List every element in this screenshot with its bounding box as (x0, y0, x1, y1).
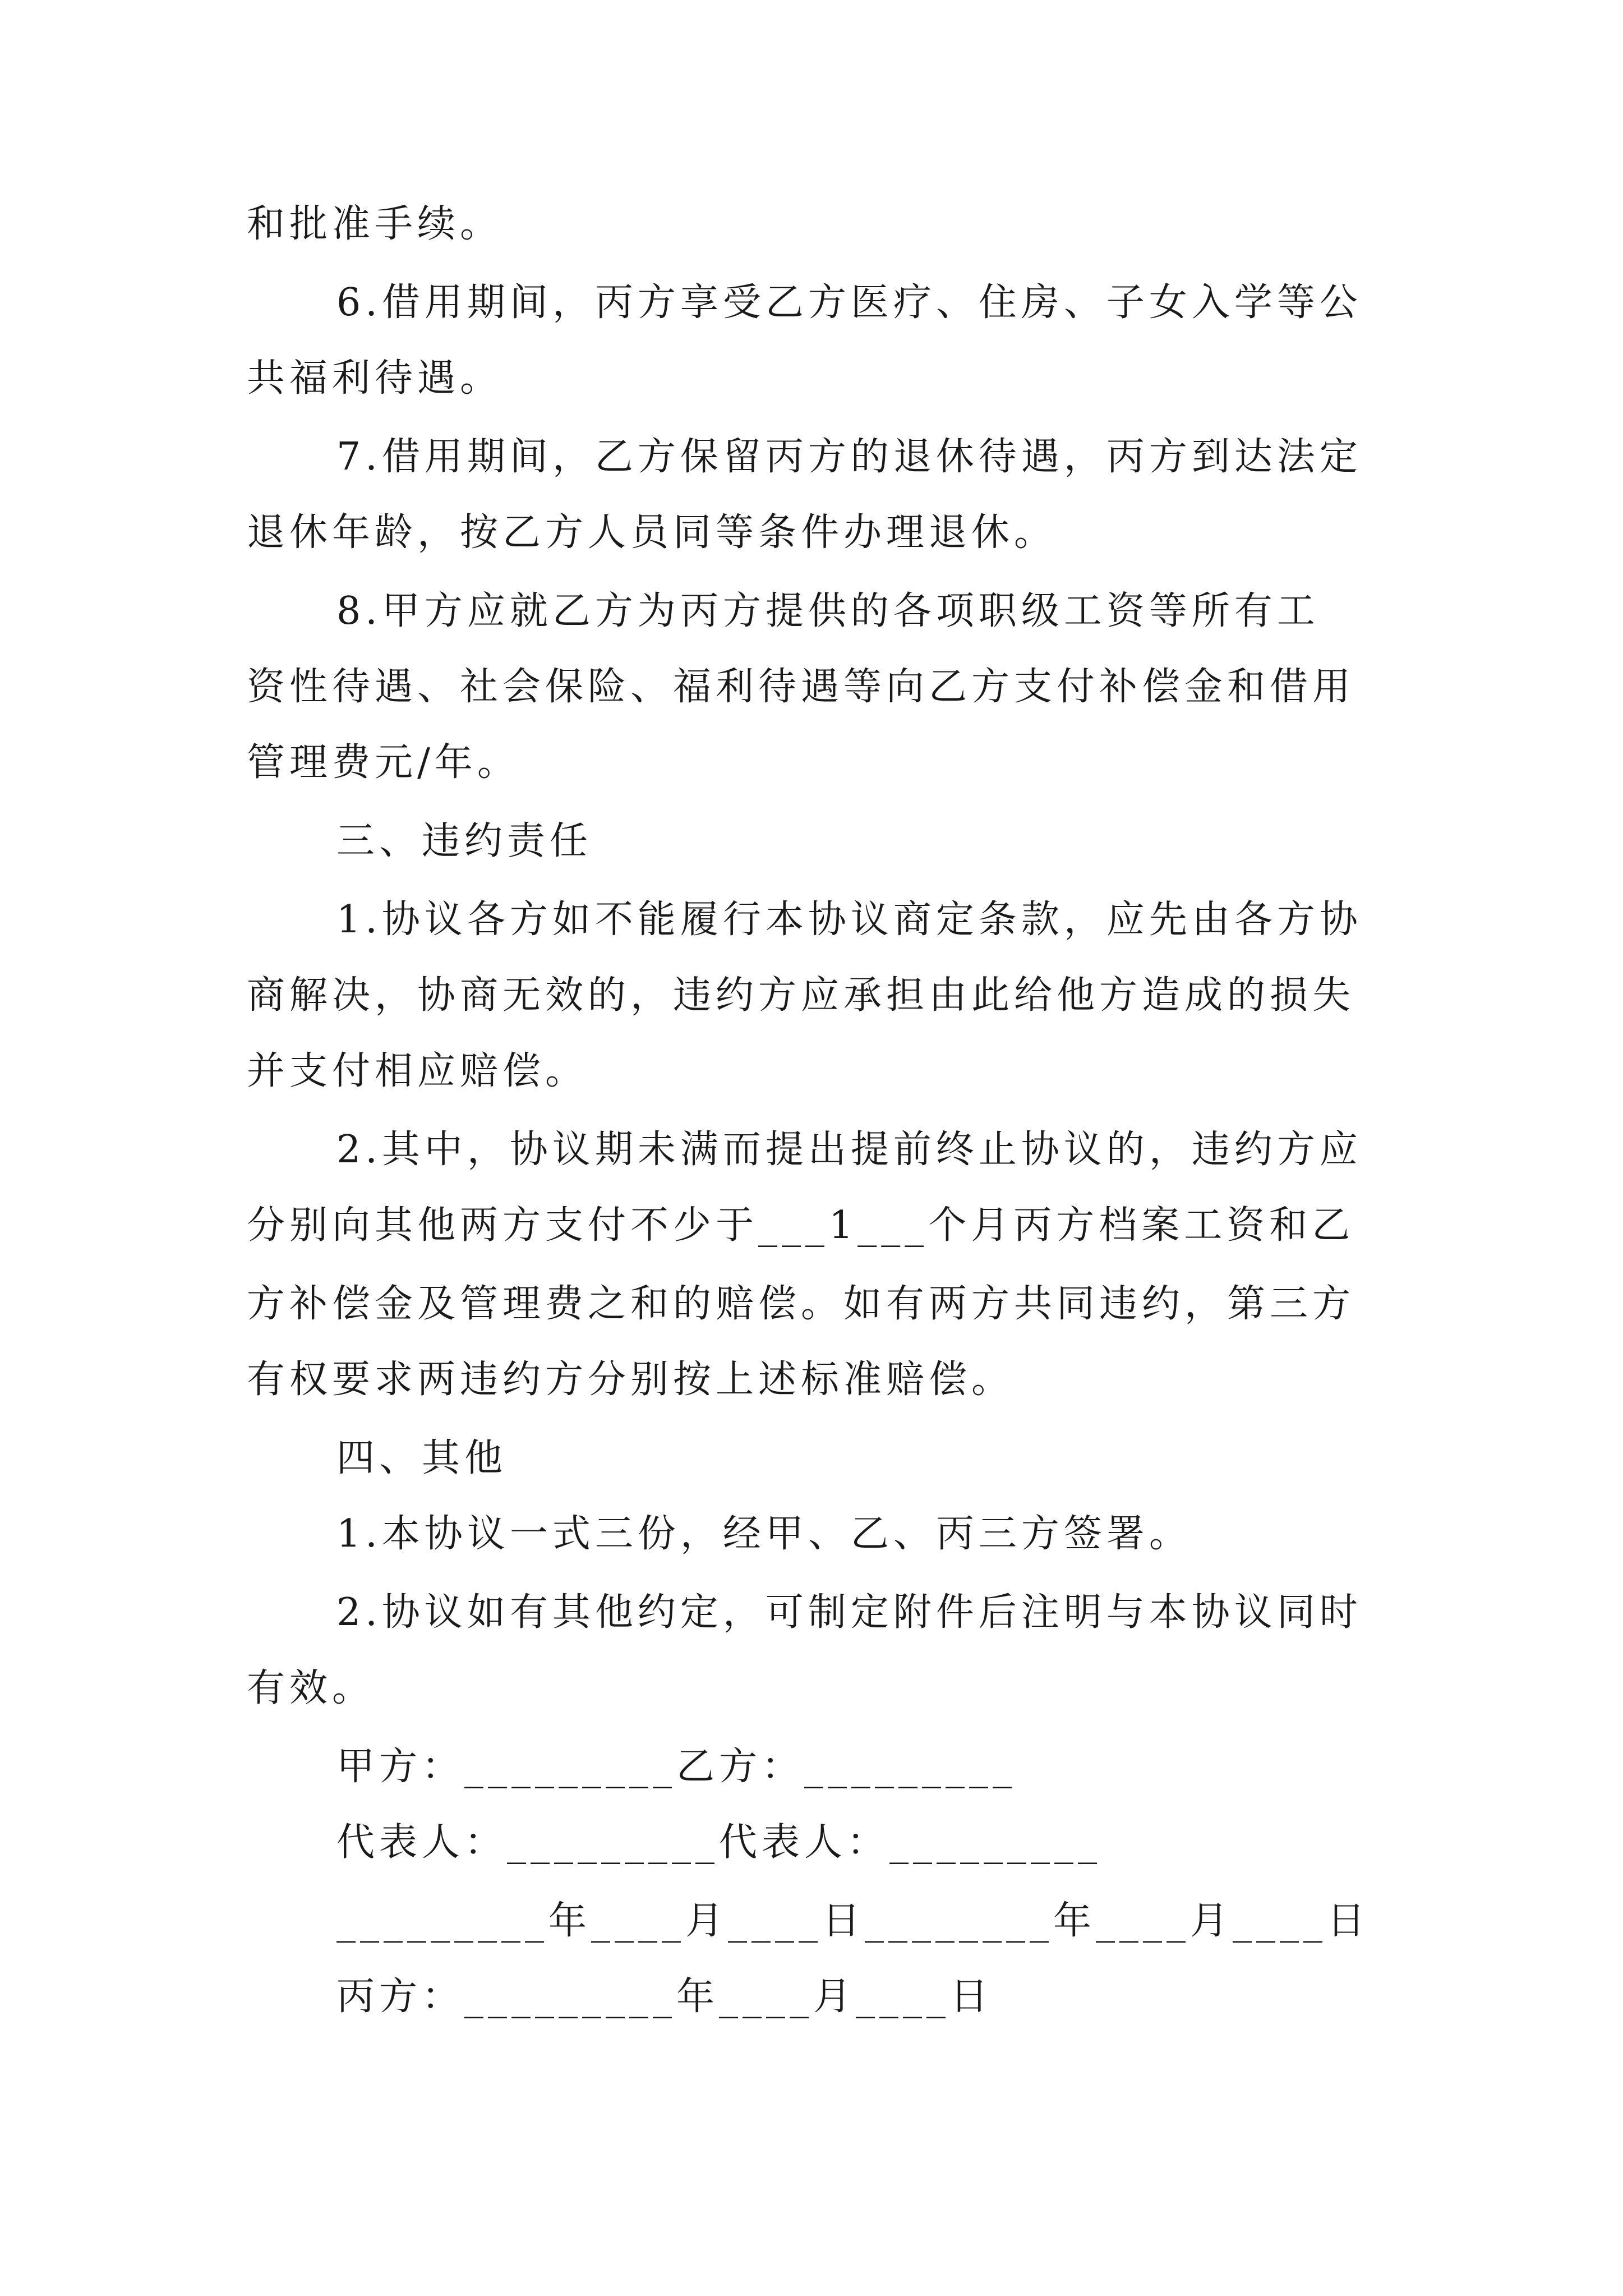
other-clause-2-line: 2.协议如有其他约定，可制定附件后注明与本协议同时 (336, 1590, 1362, 1635)
breach-clause-2-line: 2.其中，协议期未满而提出提前终止协议的，违约方应 (336, 1128, 1362, 1172)
text-line: 方补偿金及管理费之和的赔偿。如有两方共同违约，第三方 (247, 1282, 1355, 1326)
text-line: 有效。 (247, 1666, 375, 1710)
text-line: 资性待遇、社会保险、福利待遇等向乙方支付补偿金和借用 (247, 665, 1355, 709)
text-line: 有权要求两违约方分别按上述标准赔偿。 (247, 1358, 1015, 1402)
breach-clause-1-line: 1.协议各方如不能履行本协议商定条款，应先由各方协 (336, 898, 1362, 942)
section-heading-other: 四、其他 (336, 1436, 508, 1480)
text-line: 共福利待遇。 (247, 356, 503, 401)
clause-8-line: 8.甲方应就乙方为丙方提供的各项职级工资等所有工 (336, 589, 1320, 633)
clause-6-line: 6.借用期间，丙方享受乙方医疗、住房、子女入学等公 (336, 280, 1362, 325)
text-line: 并支付相应赔偿。 (247, 1049, 588, 1093)
other-clause-1-line: 1.本协议一式三份，经甲、乙、丙三方签署。 (336, 1512, 1192, 1556)
signature-representatives: 代表人：_________代表人：_________ (336, 1820, 1102, 1865)
text-line: 管理费元/年。 (247, 740, 520, 785)
signature-dates: _________年____月____日________年____月____日 (336, 1899, 1370, 1943)
clause-7-line: 7.借用期间，乙方保留丙方的退休待遇，丙方到达法定 (336, 435, 1362, 479)
signature-party-a-b: 甲方：_________乙方：_________ (336, 1745, 1017, 1789)
text-line: 退休年龄，按乙方人员同等条件办理退休。 (247, 510, 1057, 555)
section-heading-breach: 三、违约责任 (336, 819, 593, 863)
text-line: 分别向其他两方支付不少于___1___个月丙方档案工资和乙 (247, 1203, 1355, 1248)
text-line: 和批准手续。 (247, 202, 503, 246)
text-line: 商解决，协商无效的，违约方应承担由此给他方造成的损失 (247, 973, 1355, 1018)
signature-party-c: 丙方：_________年____月____日 (336, 1975, 993, 2019)
